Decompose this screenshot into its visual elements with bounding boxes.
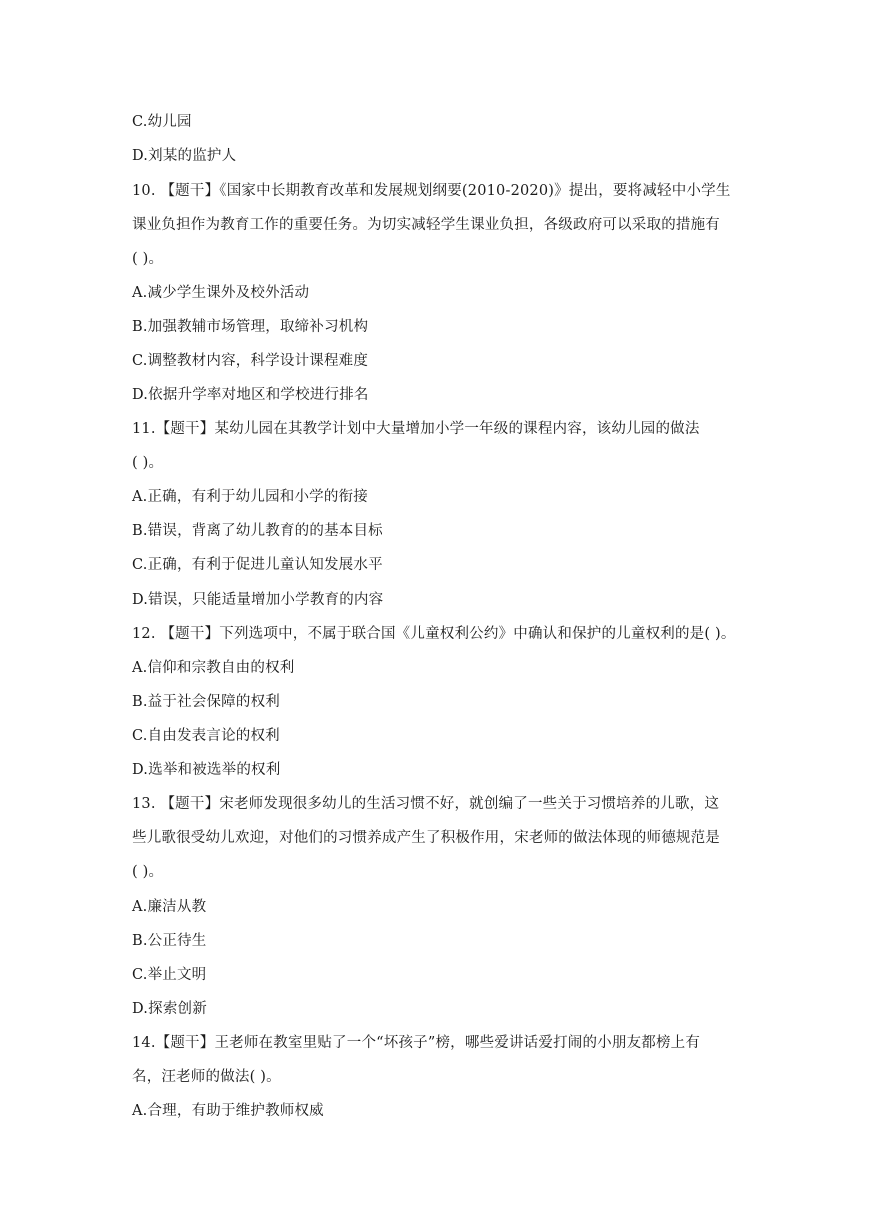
option-b-13: B.公正待生 (132, 933, 207, 949)
option-a-11: A.正确，有利于幼儿园和小学的衔接 (132, 489, 368, 505)
option-a-13: A.廉洁从教 (132, 899, 207, 915)
option-b-10: B.加强教辅市场管理，取缔补习机构 (132, 319, 369, 335)
option-c-13: C.举止文明 (132, 967, 207, 983)
question-11-line-1: 11.【题干】某幼儿园在其教学计划中大量增加小学一年级的课程内容，该幼儿园的做法 (132, 421, 700, 437)
option-a-12: A.信仰和宗教自由的权利 (132, 660, 295, 676)
option-d-10: D.依据升学率对地区和学校进行排名 (132, 387, 369, 403)
question-11-line-2: ( )。 (132, 455, 164, 471)
option-a-14: A.合理，有助于维护教师权威 (132, 1103, 324, 1119)
question-10-line-3: ( )。 (132, 251, 164, 267)
question-14-line-2: 名，汪老师的做法( )。 (132, 1069, 281, 1085)
option-d-11: D.错误，只能适量增加小学教育的内容 (132, 592, 384, 608)
option-a-10: A.减少学生课外及校外活动 (132, 285, 310, 301)
option-d-9: D.刘某的监护人 (132, 148, 237, 164)
option-b-12: B.益于社会保障的权利 (132, 694, 280, 710)
option-d-12: D.选举和被选举的权利 (132, 762, 281, 778)
question-13-line-2: 些儿歌很受幼儿欢迎，对他们的习惯养成产生了积极作用，宋老师的做法体现的师德规范是 (132, 830, 720, 846)
question-10-line-1: 10. 【题干】《国家中长期教育改革和发展规划纲要(2010-2020)》提出，要将减轻中小学生 (132, 183, 731, 199)
option-d-13: D.探索创新 (132, 1001, 207, 1017)
question-13-line-3: ( )。 (132, 864, 164, 880)
question-12-line-1: 12. 【题干】下列选项中，不属于联合国《儿童权利公约》中确认和保护的儿童权利的是( )。 (132, 626, 736, 642)
option-c-11: C.正确，有利于促进儿童认知发展水平 (132, 557, 383, 573)
option-c-12: C.自由发表言论的权利 (132, 728, 280, 744)
question-13-line-1: 13. 【题干】宋老师发现很多幼儿的生活习惯不好，就创编了一些关于习惯培养的儿歌，这 (132, 796, 720, 812)
question-14-line-1: 14.【题干】王老师在教室里贴了一个“坏孩子”榜，哪些爱讲话爱打闹的小朋友都榜上有 (132, 1035, 701, 1051)
option-b-11: B.错误，背离了幼儿教育的的基本目标 (132, 523, 383, 539)
option-c-9: C.幼儿园 (132, 114, 192, 130)
option-c-10: C.调整教材内容，科学设计课程难度 (132, 353, 369, 369)
question-10-line-2: 课业负担作为教育工作的重要任务。为切实减轻学生课业负担，各级政府可以采取的措施有 (132, 217, 720, 233)
